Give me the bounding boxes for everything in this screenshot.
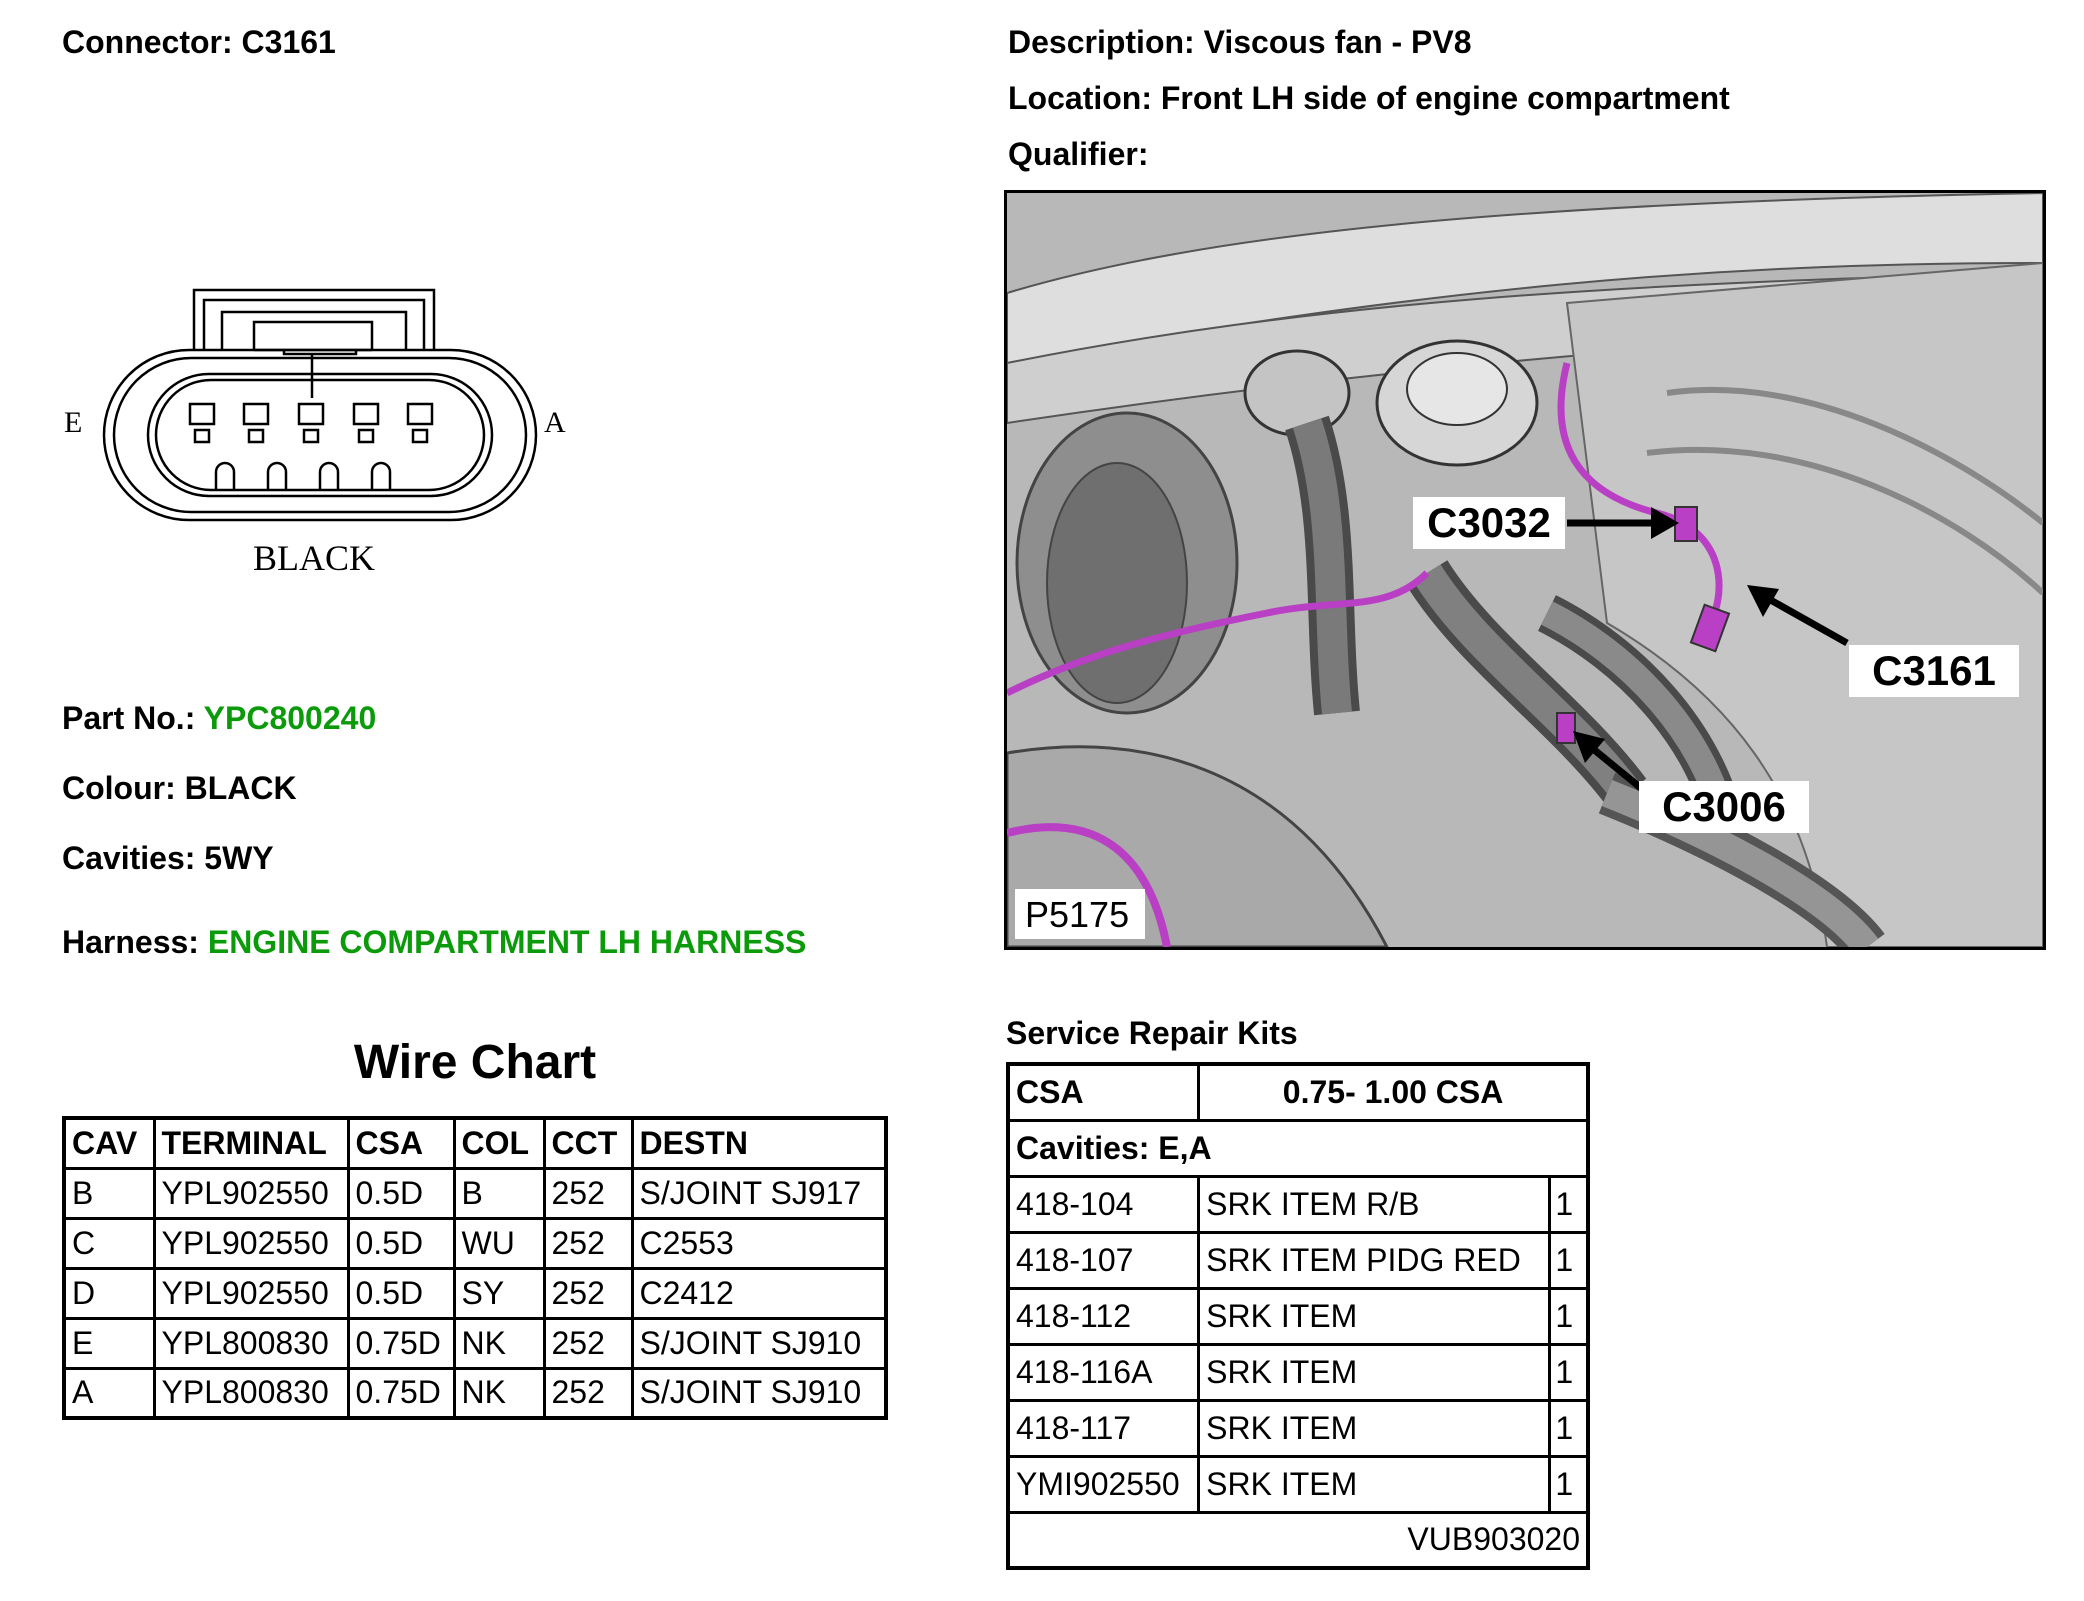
repair-kits-table [1006,1062,1590,1570]
table-row [64,1268,886,1318]
kit-part-number: 418-116A [1008,1344,1199,1400]
cell-destn: S/JOINT SJ910 [632,1368,886,1418]
cell-terminal: YPL800830 [154,1368,348,1418]
colour-value: BLACK [184,770,297,806]
colour-label: Colour: [62,770,176,806]
harness-line [62,924,806,961]
harness-label: Harness: [62,924,199,960]
location-label: Location: [1008,80,1152,116]
kit-cavities-label: Cavities: E,A [1008,1120,1588,1176]
kit-quantity: 1 [1550,1400,1588,1456]
table-row [64,1318,886,1368]
part-number-label: Part No.: [62,700,196,736]
kit-quantity: 1 [1550,1288,1588,1344]
cell-col: NK [454,1368,544,1418]
kit-description: SRK ITEM PIDG RED [1199,1232,1550,1288]
cell-cct: 252 [544,1318,632,1368]
table-row [1008,1400,1588,1456]
callout-c3006: C3006 [1662,783,1786,830]
cavity-label-left: E [64,406,83,439]
cell-cav: B [64,1168,154,1218]
description-value: Viscous fan - PV8 [1203,24,1472,60]
cavities-line [62,840,274,877]
cell-col: B [454,1168,544,1218]
cell-terminal: YPL902550 [154,1268,348,1318]
description-label: Description: [1008,24,1195,60]
cell-csa: 0.5D [348,1268,454,1318]
kit-quantity: 1 [1550,1344,1588,1400]
engine-bay-illustration [1007,193,2043,947]
header-csa: CSA [348,1118,454,1168]
cell-col: WU [454,1218,544,1268]
location-line [1008,80,1730,117]
cell-col: NK [454,1318,544,1368]
cell-terminal: YPL902550 [154,1218,348,1268]
kit-part-number: 418-117 [1008,1400,1199,1456]
location-value: Front LH side of engine compartment [1160,80,1730,116]
callout-c3032: C3032 [1427,499,1551,546]
header-destn: DESTN [632,1118,886,1168]
table-row [64,1168,886,1218]
csa-label: CSA [1008,1064,1199,1120]
wire-chart-table [62,1116,888,1420]
wire-chart-header-row [64,1118,886,1168]
cell-csa: 0.75D [348,1318,454,1368]
photo-reference: P5175 [1025,894,1130,935]
terminal-group [190,404,432,442]
connector-location-photo [1004,190,2046,950]
kit-footer-code: VUB903020 [1008,1512,1588,1568]
header-col: COL [454,1118,544,1168]
colour-line [62,770,297,807]
description-line [1008,24,1472,61]
cell-cav: C [64,1218,154,1268]
kit-quantity: 1 [1550,1176,1588,1232]
connector-label: Connector: [62,24,233,60]
cavities-row [1008,1120,1588,1176]
connector-face-drawing [56,280,576,590]
table-row [1008,1232,1588,1288]
cavities-label: Cavities: [62,840,196,876]
cell-col: SY [454,1268,544,1318]
kit-footer-row [1008,1512,1588,1568]
table-row [64,1368,886,1418]
table-row [1008,1176,1588,1232]
cell-cct: 252 [544,1268,632,1318]
kit-quantity: 1 [1550,1232,1588,1288]
drawing-colour-label: BLACK [252,538,376,578]
kit-description: SRK ITEM [1199,1400,1550,1456]
kit-description: SRK ITEM [1199,1456,1550,1512]
cavities-value: 5WY [204,840,274,876]
callout-c3161: C3161 [1872,647,1996,694]
cell-cct: 252 [544,1218,632,1268]
harness-value: ENGINE COMPARTMENT LH HARNESS [207,924,807,960]
repair-kits-title: Service Repair Kits [1006,1015,1298,1051]
table-row [1008,1456,1588,1512]
header-cct: CCT [544,1118,632,1168]
table-row [64,1218,886,1268]
kit-description: SRK ITEM R/B [1199,1176,1550,1232]
cell-destn: C2553 [632,1218,886,1268]
qualifier-label: Qualifier: [1008,136,1149,172]
cell-cav: E [64,1318,154,1368]
qualifier-line [1008,136,1148,173]
kit-part-number: 418-107 [1008,1232,1199,1288]
kit-quantity: 1 [1550,1456,1588,1512]
cell-cct: 252 [544,1168,632,1218]
table-row [1008,1344,1588,1400]
part-number-line [62,700,376,737]
kit-part-number: YMI902550 [1008,1456,1199,1512]
kit-part-number: 418-112 [1008,1288,1199,1344]
cell-cav: A [64,1368,154,1418]
header-terminal: TERMINAL [154,1118,348,1168]
cell-destn: S/JOINT SJ910 [632,1318,886,1368]
cell-csa: 0.5D [348,1168,454,1218]
csa-row [1008,1064,1588,1120]
cell-csa: 0.5D [348,1218,454,1268]
cell-terminal: YPL800830 [154,1318,348,1368]
cell-destn: C2412 [632,1268,886,1318]
kit-description: SRK ITEM [1199,1288,1550,1344]
cell-destn: S/JOINT SJ917 [632,1168,886,1218]
kit-description: SRK ITEM [1199,1344,1550,1400]
header-cav: CAV [64,1118,154,1168]
kit-part-number: 418-104 [1008,1176,1199,1232]
wire-chart-title: Wire Chart [353,1036,597,1089]
connector-line [62,24,336,61]
cell-cav: D [64,1268,154,1318]
cavity-label-right: A [544,406,566,439]
csa-value: 0.75- 1.00 CSA [1199,1064,1588,1120]
table-row [1008,1288,1588,1344]
part-number-value: YPC800240 [203,700,377,736]
connector-value: C3161 [241,24,336,60]
cell-terminal: YPL902550 [154,1168,348,1218]
cell-csa: 0.75D [348,1368,454,1418]
cell-cct: 252 [544,1368,632,1418]
